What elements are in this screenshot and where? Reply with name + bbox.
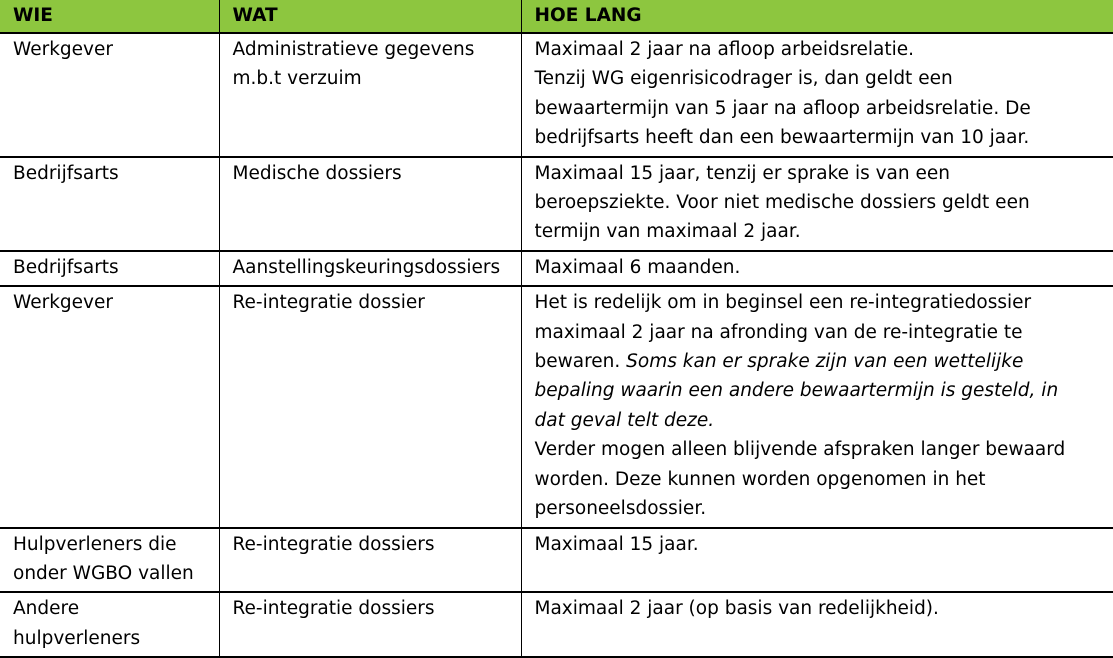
- cell-text: Het is redelijk om in beginsel een re-integratiedossier: [534, 292, 1032, 314]
- cell-text: bewaartermijn van 5 jaar na afloop arbeidsrelatie. De: [534, 97, 1031, 119]
- header-row: [0, 0, 1113, 33]
- cell-text: Tenzij WG eigenrisicodrager is, dan geldt een: [534, 68, 953, 90]
- cell-text: worden. Deze kunnen worden opgenomen in het: [534, 468, 986, 490]
- cell-hoe-lang: [521, 33, 1113, 157]
- cell-text-italic: Soms kan er sprake zijn van een wettelijke: [626, 351, 1024, 373]
- cell-text: maximaal 2 jaar na afronding van de re-integratie te: [534, 321, 1023, 343]
- cell-wat: [219, 251, 521, 286]
- table-row: [0, 33, 1113, 157]
- cell-hoe-lang: [521, 286, 1113, 527]
- header-wie: WIE: [0, 0, 219, 33]
- cell-text: Medische dossiers: [232, 162, 402, 184]
- cell-text: Andere: [13, 598, 80, 620]
- cell-hoe-lang: [521, 251, 1113, 286]
- table-row: [0, 157, 1113, 251]
- header-wat: WAT: [219, 0, 521, 33]
- cell-wat: [219, 286, 521, 527]
- cell-text: hulpverleners: [13, 627, 141, 649]
- cell-hoe-lang: [521, 157, 1113, 251]
- cell-wat: [219, 592, 521, 657]
- cell-text: Bedrijfsarts: [13, 256, 119, 278]
- cell-text: Hulpverleners die: [13, 533, 177, 555]
- cell-text: termijn van maximaal 2 jaar.: [534, 221, 801, 243]
- cell-hoe-lang: [521, 528, 1113, 593]
- cell-text: Maximaal 15 jaar, tenzij er sprake is van een: [534, 162, 950, 184]
- cell-wie: [0, 528, 219, 593]
- cell-text: Maximaal 2 jaar (op basis van redelijkheid).: [534, 598, 939, 620]
- cell-text: Administratieve gegevens: [232, 39, 475, 60]
- cell-text: Maximaal 6 maanden.: [534, 256, 741, 278]
- table-row: [0, 286, 1113, 527]
- cell-text: personeelsdossier.: [534, 498, 707, 520]
- table-row: [0, 528, 1113, 593]
- cell-wie: [0, 286, 219, 527]
- cell-text-italic: bepaling waarin een andere bewaartermijn is gesteld, in: [534, 380, 1059, 402]
- cell-wie: [0, 592, 219, 657]
- cell-hoe-lang: [521, 592, 1113, 657]
- cell-text-italic: dat geval telt deze.: [534, 409, 715, 431]
- cell-text: Werkgever: [13, 39, 113, 60]
- cell-wat: [219, 33, 521, 157]
- cell-text: Bedrijfsarts: [13, 162, 119, 184]
- cell-wat: [219, 528, 521, 593]
- cell-text: bedrijfsarts heeft dan een bewaartermijn van 10 jaar.: [534, 127, 1030, 149]
- cell-text: bewaren.: [534, 351, 621, 373]
- cell-text: m.b.t verzuim: [232, 68, 362, 90]
- cell-wat: [219, 157, 521, 251]
- cell-text: Werkgever: [13, 292, 113, 314]
- table-row: [0, 592, 1113, 657]
- cell-text-mixed: [535, 347, 1101, 376]
- cell-wie: [0, 251, 219, 286]
- cell-text: beroepsziekte. Voor niet medische dossiers geldt een: [534, 192, 1030, 214]
- cell-text: Verder mogen alleen blijvende afspraken langer bewaard: [534, 439, 1066, 461]
- cell-text: Re-integratie dossiers: [232, 533, 435, 555]
- cell-text: Aanstellingskeuringsdossiers: [232, 256, 501, 278]
- cell-wie: [0, 33, 219, 157]
- cell-text: Maximaal 15 jaar.: [534, 533, 699, 555]
- cell-text: Re-integratie dossier: [232, 292, 425, 314]
- cell-wie: [0, 157, 219, 251]
- table-row: [0, 251, 1113, 286]
- header-hoe-lang: HOE LANG: [521, 0, 1113, 33]
- cell-text: Re-integratie dossiers: [232, 598, 435, 620]
- cell-text: onder WGBO vallen: [13, 562, 194, 584]
- cell-text: Maximaal 2 jaar na afloop arbeidsrelatie.: [534, 39, 915, 60]
